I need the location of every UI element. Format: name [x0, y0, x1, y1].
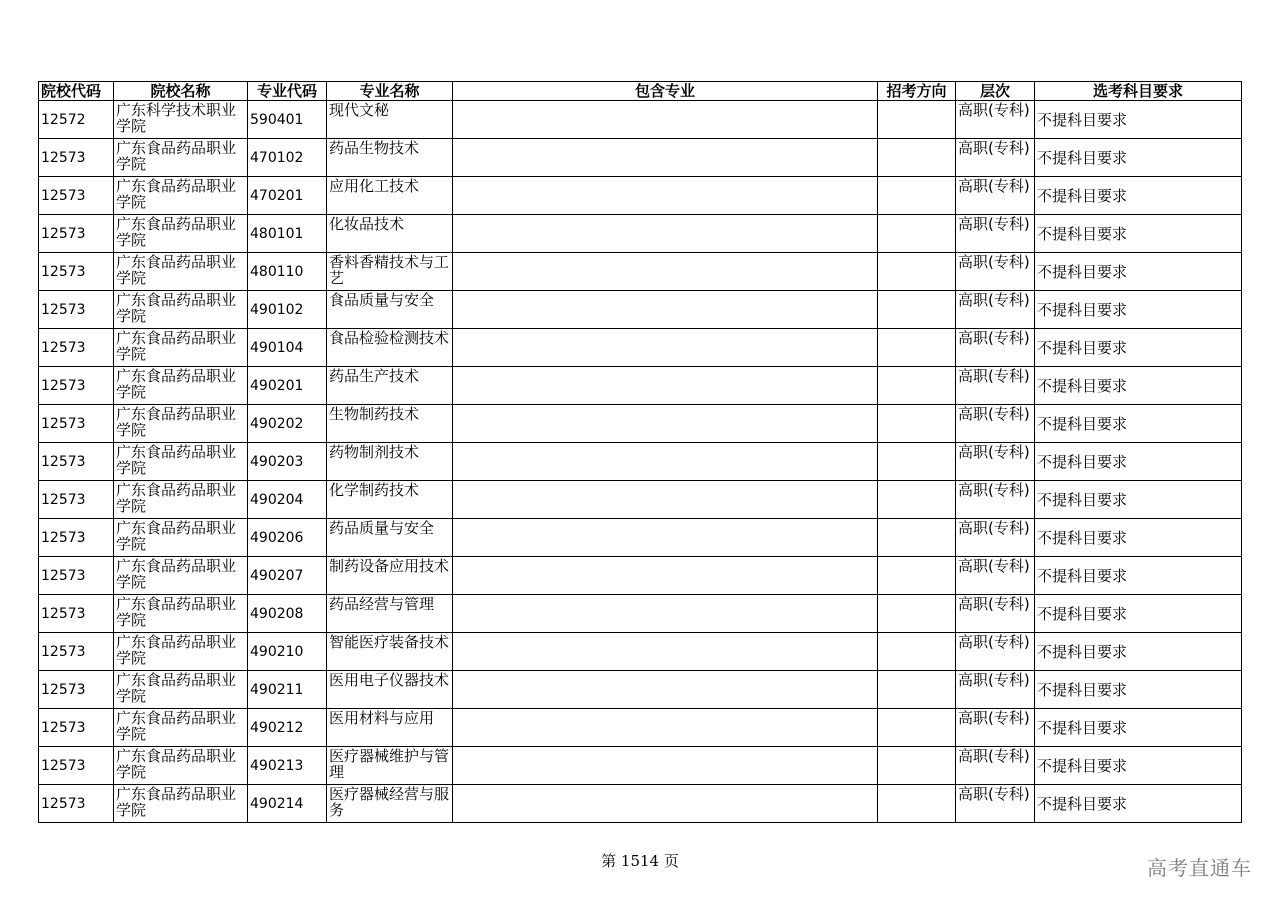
header-included-majors: 包含专业 [453, 82, 878, 101]
cell-subject-req: 不提科目要求 [1035, 405, 1242, 443]
cell-level: 高职(专科) [956, 557, 1035, 595]
cell-level: 高职(专科) [956, 329, 1035, 367]
cell-direction [878, 481, 956, 519]
cell-direction [878, 139, 956, 177]
cell-subject-req: 不提科目要求 [1035, 519, 1242, 557]
table-row [39, 139, 1242, 177]
header-level: 层次 [956, 82, 1035, 101]
cell-direction [878, 747, 956, 785]
cell-direction [878, 215, 956, 253]
cell-school-name: 广东食品药品职业学院 [114, 785, 248, 823]
cell-subject-req: 不提科目要求 [1035, 595, 1242, 633]
table-row [39, 253, 1242, 291]
cell-school-code: 12573 [39, 215, 114, 253]
cell-direction [878, 253, 956, 291]
cell-school-code: 12572 [39, 101, 114, 139]
cell-subject-req: 不提科目要求 [1035, 253, 1242, 291]
cell-subject-req: 不提科目要求 [1035, 443, 1242, 481]
cell-direction [878, 709, 956, 747]
cell-subject-req: 不提科目要求 [1035, 671, 1242, 709]
cell-major-code: 490211 [248, 671, 327, 709]
cell-school-code: 12573 [39, 633, 114, 671]
cell-included-majors [453, 519, 878, 557]
table-row [39, 709, 1242, 747]
cell-included-majors [453, 595, 878, 633]
cell-school-name: 广东食品药品职业学院 [114, 443, 248, 481]
cell-level: 高职(专科) [956, 595, 1035, 633]
watermark-text: 高考直通车 [1147, 856, 1252, 880]
header-school-name: 院校名称 [114, 82, 248, 101]
cell-direction [878, 291, 956, 329]
table-row [39, 177, 1242, 215]
cell-direction [878, 557, 956, 595]
table-row [39, 595, 1242, 633]
cell-school-name: 广东食品药品职业学院 [114, 215, 248, 253]
cell-major-name: 药品生产技术 [327, 367, 453, 405]
cell-major-name: 药品质量与安全 [327, 519, 453, 557]
cell-major-name: 智能医疗装备技术 [327, 633, 453, 671]
table-row [39, 443, 1242, 481]
header-subject-req: 选考科目要求 [1035, 82, 1242, 101]
cell-major-name: 制药设备应用技术 [327, 557, 453, 595]
table-row [39, 785, 1242, 823]
table-row [39, 519, 1242, 557]
cell-subject-req: 不提科目要求 [1035, 785, 1242, 823]
cell-included-majors [453, 367, 878, 405]
cell-school-code: 12573 [39, 253, 114, 291]
cell-subject-req: 不提科目要求 [1035, 215, 1242, 253]
cell-school-code: 12573 [39, 595, 114, 633]
table-row [39, 101, 1242, 139]
cell-included-majors [453, 329, 878, 367]
cell-school-name: 广东食品药品职业学院 [114, 253, 248, 291]
cell-school-name: 广东食品药品职业学院 [114, 709, 248, 747]
cell-direction [878, 595, 956, 633]
cell-level: 高职(专科) [956, 481, 1035, 519]
table-row [39, 291, 1242, 329]
cell-included-majors [453, 481, 878, 519]
cell-major-code: 490214 [248, 785, 327, 823]
cell-school-code: 12573 [39, 785, 114, 823]
cell-direction [878, 519, 956, 557]
cell-school-name: 广东食品药品职业学院 [114, 367, 248, 405]
cell-major-code: 590401 [248, 101, 327, 139]
table-row [39, 633, 1242, 671]
cell-school-code: 12573 [39, 443, 114, 481]
cell-major-name: 现代文秘 [327, 101, 453, 139]
cell-major-code: 490104 [248, 329, 327, 367]
cell-school-name: 广东食品药品职业学院 [114, 329, 248, 367]
cell-major-name: 药品生物技术 [327, 139, 453, 177]
cell-school-name: 广东食品药品职业学院 [114, 481, 248, 519]
cell-included-majors [453, 557, 878, 595]
cell-included-majors [453, 785, 878, 823]
cell-level: 高职(专科) [956, 291, 1035, 329]
cell-level: 高职(专科) [956, 747, 1035, 785]
cell-school-name: 广东食品药品职业学院 [114, 519, 248, 557]
cell-major-name: 药品经营与管理 [327, 595, 453, 633]
cell-level: 高职(专科) [956, 443, 1035, 481]
cell-subject-req: 不提科目要求 [1035, 481, 1242, 519]
table-row [39, 671, 1242, 709]
cell-level: 高职(专科) [956, 709, 1035, 747]
cell-major-name: 药物制剂技术 [327, 443, 453, 481]
cell-direction [878, 177, 956, 215]
cell-subject-req: 不提科目要求 [1035, 747, 1242, 785]
cell-direction [878, 329, 956, 367]
table-header-row [39, 82, 1242, 101]
cell-major-name: 食品质量与安全 [327, 291, 453, 329]
cell-major-name: 香料香精技术与工艺 [327, 253, 453, 291]
cell-school-code: 12573 [39, 709, 114, 747]
cell-included-majors [453, 101, 878, 139]
cell-subject-req: 不提科目要求 [1035, 633, 1242, 671]
cell-direction [878, 633, 956, 671]
admissions-table [38, 81, 1242, 823]
cell-major-code: 490206 [248, 519, 327, 557]
cell-major-code: 470102 [248, 139, 327, 177]
cell-school-name: 广东食品药品职业学院 [114, 405, 248, 443]
cell-major-name: 医用材料与应用 [327, 709, 453, 747]
cell-school-code: 12573 [39, 519, 114, 557]
cell-level: 高职(专科) [956, 633, 1035, 671]
cell-school-code: 12573 [39, 329, 114, 367]
cell-subject-req: 不提科目要求 [1035, 291, 1242, 329]
cell-school-name: 广东科学技术职业学院 [114, 101, 248, 139]
cell-direction [878, 671, 956, 709]
cell-level: 高职(专科) [956, 671, 1035, 709]
cell-direction [878, 785, 956, 823]
cell-subject-req: 不提科目要求 [1035, 101, 1242, 139]
header-direction: 招考方向 [878, 82, 956, 101]
cell-included-majors [453, 291, 878, 329]
cell-major-code: 470201 [248, 177, 327, 215]
cell-major-code: 490202 [248, 405, 327, 443]
cell-school-code: 12573 [39, 291, 114, 329]
cell-major-code: 490201 [248, 367, 327, 405]
cell-school-code: 12573 [39, 671, 114, 709]
cell-major-name: 应用化工技术 [327, 177, 453, 215]
cell-level: 高职(专科) [956, 253, 1035, 291]
cell-major-code: 490102 [248, 291, 327, 329]
header-major-name: 专业名称 [327, 82, 453, 101]
cell-included-majors [453, 747, 878, 785]
cell-major-code: 480101 [248, 215, 327, 253]
table-row [39, 329, 1242, 367]
cell-included-majors [453, 405, 878, 443]
cell-level: 高职(专科) [956, 405, 1035, 443]
cell-included-majors [453, 253, 878, 291]
cell-major-code: 490210 [248, 633, 327, 671]
cell-major-code: 490208 [248, 595, 327, 633]
cell-included-majors [453, 443, 878, 481]
cell-included-majors [453, 139, 878, 177]
cell-major-name: 化妆品技术 [327, 215, 453, 253]
cell-school-name: 广东食品药品职业学院 [114, 291, 248, 329]
table-row [39, 367, 1242, 405]
cell-major-code: 490204 [248, 481, 327, 519]
cell-major-code: 490212 [248, 709, 327, 747]
cell-direction [878, 101, 956, 139]
cell-subject-req: 不提科目要求 [1035, 177, 1242, 215]
cell-level: 高职(专科) [956, 177, 1035, 215]
cell-major-code: 490213 [248, 747, 327, 785]
cell-major-name: 医用电子仪器技术 [327, 671, 453, 709]
table-row [39, 215, 1242, 253]
cell-major-name: 化学制药技术 [327, 481, 453, 519]
cell-included-majors [453, 709, 878, 747]
cell-subject-req: 不提科目要求 [1035, 329, 1242, 367]
cell-included-majors [453, 177, 878, 215]
table-row [39, 405, 1242, 443]
cell-school-code: 12573 [39, 139, 114, 177]
cell-school-name: 广东食品药品职业学院 [114, 671, 248, 709]
cell-major-name: 食品检验检测技术 [327, 329, 453, 367]
cell-level: 高职(专科) [956, 367, 1035, 405]
cell-level: 高职(专科) [956, 139, 1035, 177]
cell-included-majors [453, 633, 878, 671]
cell-major-code: 490203 [248, 443, 327, 481]
cell-level: 高职(专科) [956, 785, 1035, 823]
cell-subject-req: 不提科目要求 [1035, 367, 1242, 405]
cell-subject-req: 不提科目要求 [1035, 557, 1242, 595]
page-number: 第 1514 页 [601, 852, 679, 870]
cell-included-majors [453, 671, 878, 709]
cell-school-code: 12573 [39, 405, 114, 443]
cell-level: 高职(专科) [956, 215, 1035, 253]
cell-school-name: 广东食品药品职业学院 [114, 633, 248, 671]
cell-school-name: 广东食品药品职业学院 [114, 595, 248, 633]
cell-school-name: 广东食品药品职业学院 [114, 557, 248, 595]
header-school-code: 院校代码 [39, 82, 114, 101]
header-major-code: 专业代码 [248, 82, 327, 101]
cell-major-name: 生物制药技术 [327, 405, 453, 443]
cell-level: 高职(专科) [956, 519, 1035, 557]
table-body [39, 101, 1242, 823]
cell-school-code: 12573 [39, 747, 114, 785]
cell-school-code: 12573 [39, 481, 114, 519]
cell-major-name: 医疗器械经营与服务 [327, 785, 453, 823]
cell-direction [878, 367, 956, 405]
cell-direction [878, 443, 956, 481]
cell-major-code: 480110 [248, 253, 327, 291]
table-row [39, 481, 1242, 519]
cell-school-name: 广东食品药品职业学院 [114, 139, 248, 177]
cell-level: 高职(专科) [956, 101, 1035, 139]
table-row [39, 557, 1242, 595]
cell-direction [878, 405, 956, 443]
cell-school-code: 12573 [39, 367, 114, 405]
cell-major-code: 490207 [248, 557, 327, 595]
cell-school-name: 广东食品药品职业学院 [114, 177, 248, 215]
cell-subject-req: 不提科目要求 [1035, 139, 1242, 177]
cell-major-name: 医疗器械维护与管理 [327, 747, 453, 785]
table-row [39, 747, 1242, 785]
cell-included-majors [453, 215, 878, 253]
cell-school-name: 广东食品药品职业学院 [114, 747, 248, 785]
cell-school-code: 12573 [39, 557, 114, 595]
cell-school-code: 12573 [39, 177, 114, 215]
cell-subject-req: 不提科目要求 [1035, 709, 1242, 747]
